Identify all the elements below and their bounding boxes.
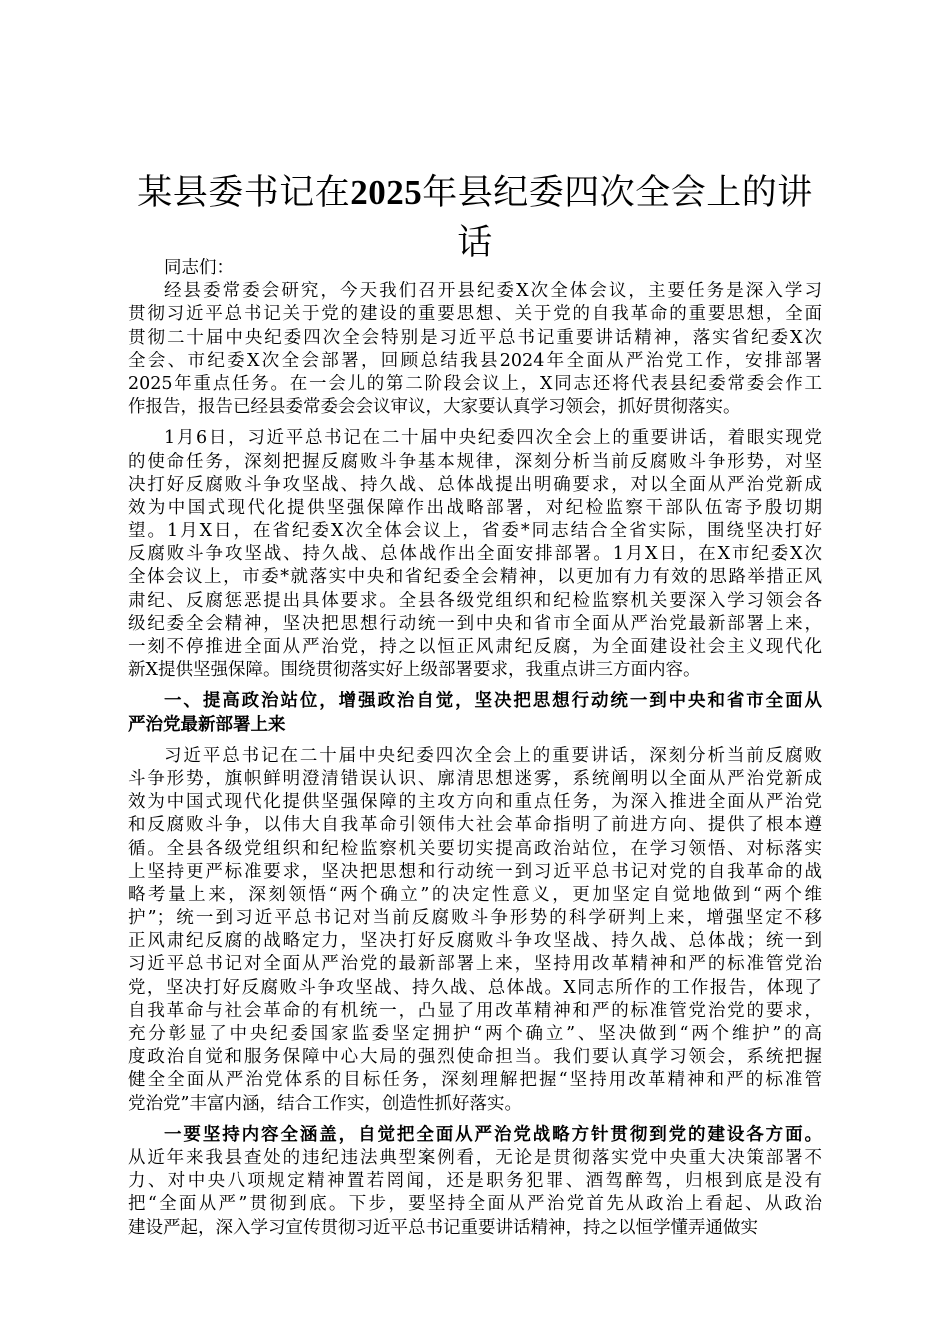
text-line: 效为中国式现代化提供坚强保障的主攻方向和重点任务，为深入推进全面从严治党 — [128, 792, 822, 813]
text-line: 充分彰显了中央纪委国家监委坚定拥护“两个确立”、坚决做到“两个维护”的高 — [128, 1024, 822, 1044]
text-line: 从近年来我县查处的违纪违法典型案例看，无论是贯彻落实党中央重大决策部署不 — [128, 1147, 822, 1168]
text-line: 望。1月X日，在省纪委X次全体会议上，省委*同志结合全省实际，围绕坚决打好 — [128, 521, 822, 542]
text-line: 自我革命与社会革命的有机统一，凸显了用改革精神和严的标准管党治党的要求， — [128, 1000, 822, 1021]
text-line: 严治党最新部署上来 — [128, 714, 286, 735]
text-line: 反腐败斗争攻坚战、持久战、总体战作出全面安排部署。1月X日，在X市纪委X次 — [128, 544, 822, 565]
title-suffix: 年县纪委四次全会上的讲 — [422, 173, 813, 213]
text-line: 2025年重点任务。在一会儿的第二阶段会议上，X同志还将代表县纪委常委会作工 — [128, 373, 822, 394]
text-line: 把“全面从严”贯彻到底。下步，要坚持全面从严治党首先从政治上看起、从政治 — [128, 1194, 822, 1215]
title-prefix: 某县委书记在 — [137, 173, 351, 213]
text-line: 上坚持更严标准要求，坚决把思想和行动统一到习近平总书记对党的自我革命的战 — [128, 861, 822, 882]
text-line: 决打好反腐败斗争攻坚战、持久战、总体战提出明确要求，对以全面从严治党新成 — [128, 474, 822, 495]
text-line: 建设严起，深入学习宣传贯彻习近平总书记重要讲话精神，持之以恒学懂弄通做实 — [128, 1217, 758, 1238]
text-line: 作报告，报告已经县委常委会会议审议，大家要认真学习领会，抓好贯彻落实。 — [128, 397, 741, 418]
text-line: 党，坚决打好反腐败斗争攻坚战、持久战、总体战。X同志所作的工作报告，体现了 — [128, 977, 822, 998]
text-line: 略考量上来，深刻领悟“两个确立”的决定性意义，更加坚定自觉地做到“两个维 — [128, 884, 822, 905]
text-line: 经县委常委会研究，今天我们召开县纪委X次全体会议，主要任务是深入学习 — [164, 281, 822, 302]
text-line: 习近平总书记对全面从严治党的最新部署上来，坚持用改革精神和严的标准管党治 — [128, 954, 822, 975]
paragraph — [128, 1124, 822, 1240]
paragraph — [128, 280, 822, 419]
paragraph-gap — [128, 419, 822, 427]
text-line: 一刻不停推进全面从严治党，持之以恒正风肃纪反腐，为全面建设社会主义现代化 — [128, 637, 822, 657]
paragraph — [128, 745, 822, 1116]
text-line: 习近平总书记在二十届中央纪委四次全会上的重要讲话，深刻分析当前反腐败 — [164, 745, 822, 766]
text-line: 贯彻习近平总书记关于党的建设的重要思想、关于党的自我革命的重要思想，全面 — [128, 304, 822, 325]
paragraph-gap — [128, 737, 822, 745]
document-title — [128, 168, 822, 268]
text-line: 正风肃纪反腐的战略定力，坚决打好反腐败斗争攻坚战、持久战、总体战；统一到 — [128, 931, 822, 952]
title-year: 2025 — [350, 173, 423, 212]
text-line: 的使命任务，深刻把握反腐败斗争基本规律，深刻分析当前反腐败斗争形势，对坚 — [128, 451, 822, 472]
text-line: 贯彻二十届中央纪委四次全会特别是习近平总书记重要讲话精神，落实省纪委X次 — [128, 327, 822, 348]
text-line: 度政治自觉和服务保障中心大局的强烈使命担当。我们要认真学习领会，系统把握 — [128, 1047, 822, 1068]
text-line: 斗争形势，旗帜鲜明澄清错误认识、廓清思想迷雾，系统阐明以全面从严治党新成 — [128, 768, 822, 789]
text-line: 1月6日，习近平总书记在二十届中央纪委四次全会上的重要讲话，着眼实现党 — [164, 428, 822, 449]
section-heading — [128, 690, 822, 736]
text-line: 护”；统一到习近平总书记对当前反腐败斗争形势的科学研判上来，增强坚定不移 — [128, 908, 822, 929]
paragraph — [128, 427, 822, 682]
paragraph-lead-line: 一要坚持内容全涵盖，自觉把全面从严治党战略方针贯彻到党的建设各方面。 — [164, 1124, 822, 1145]
text-line: 力、对中央八项规定精神置若罔闻，还是职务犯罪、酒驾醉驾，归根到底是没有 — [128, 1171, 822, 1192]
document-body — [128, 257, 822, 1240]
text-line: 一、提高政治站位，增强政治自觉，坚决把思想行动统一到中央和省市全面从 — [164, 691, 822, 712]
text-line: 循。全县各级党组织和纪检监察机关要切实提高政治站位，在学习领悟、对标落实 — [128, 838, 822, 859]
paragraph-gap — [128, 1116, 822, 1124]
title-line-2: 话 — [457, 223, 493, 263]
text-line: 全会、市纪委X次全会部署，回顾总结我县2024年全面从严治党工作，安排部署 — [128, 350, 822, 371]
paragraph-gap — [128, 682, 822, 690]
text-line: 同志们： — [164, 258, 234, 278]
text-line: 党治党”丰富内涵，结合工作实，创造性抓好落实。 — [128, 1093, 522, 1114]
paragraph — [128, 257, 822, 280]
text-line: 和反腐败斗争，以伟大自我革命引领伟大社会革命指明了前进方向、提供了根本遵 — [128, 815, 822, 836]
text-line: 级纪委全会精神，坚决把思想行动统一到中央和省市全面从严治党最新部署上来， — [128, 613, 822, 634]
text-line: 健全全面从严治党体系的目标任务，深刻理解把握“坚持用改革精神和严的标准管 — [128, 1070, 822, 1091]
text-line: 全体会议上，市委*就落实中央和省纪委全会精神，以更加有力有效的思路举措正风 — [128, 567, 822, 588]
text-line: 新X提供坚强保障。围绕贯彻落实好上级部署要求，我重点讲三方面内容。 — [128, 660, 701, 681]
text-line: 肃纪、反腐惩恶提出具体要求。全县各级党组织和纪检监察机关要深入学习领会各 — [128, 590, 822, 611]
text-line: 效为中国式现代化提供坚强保障作出战略部署，对纪检监察干部队伍寄予殷切期 — [128, 497, 822, 518]
